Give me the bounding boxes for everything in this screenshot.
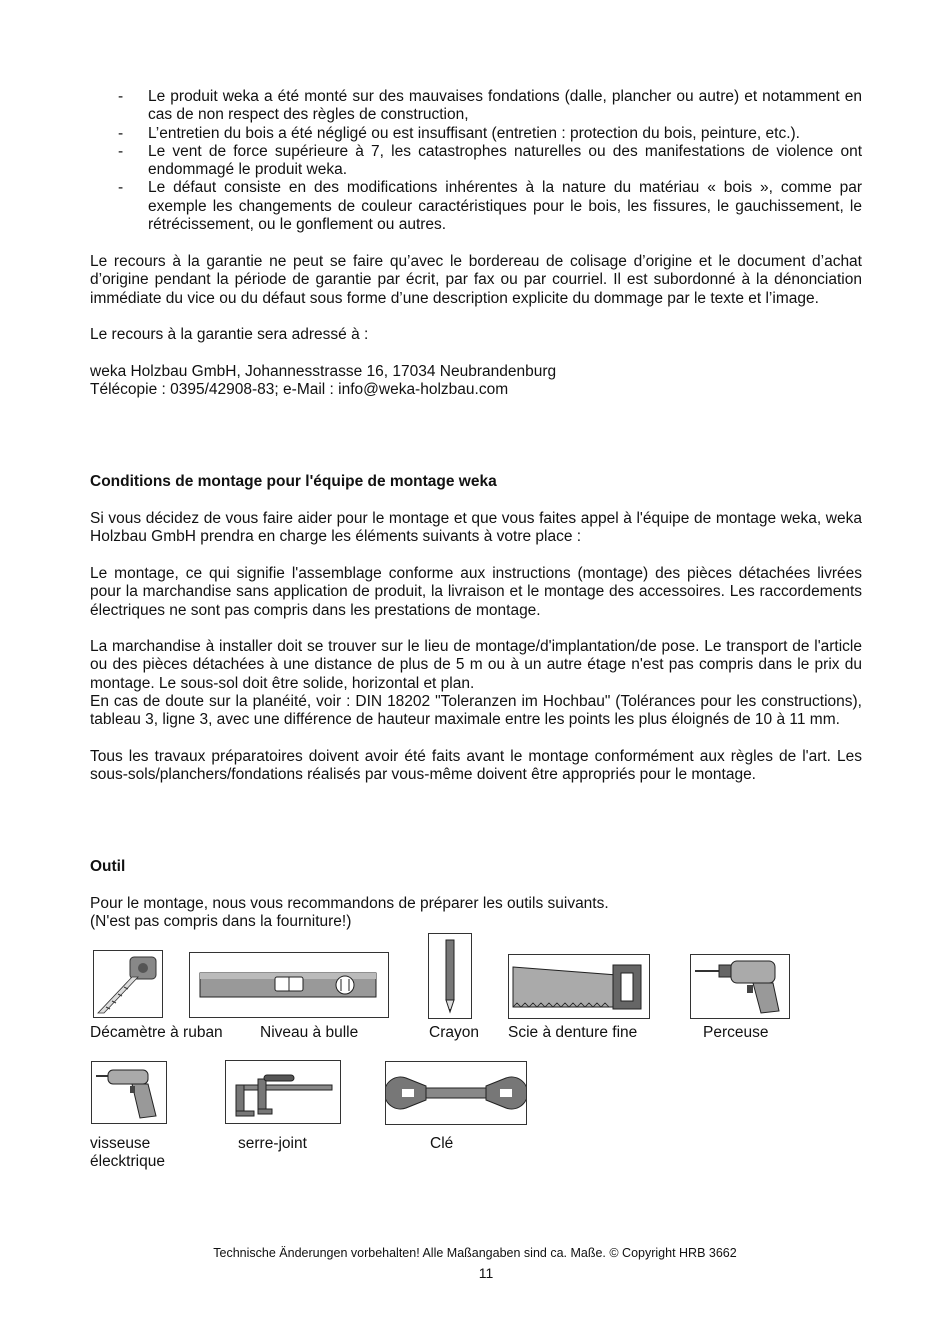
saw-icon (508, 954, 650, 1019)
tools-intro-2: (N'est pas compris dans la fourniture!) (90, 913, 352, 930)
tool-label-wrench: Clé (430, 1135, 454, 1152)
tool-label-saw: Scie à denture fine (508, 1024, 638, 1041)
site-paragraph-1: La marchandise à installer doit se trouver sur le lieu de montage/d'implantation/de pose. Le transport de l'article ou des pièces détachées à une distance de plus de 5 m ou à un autre étage n'est pas compris dans le prix du montage. Le sous-sol doit être solide, horizontal et plan. (90, 638, 862, 692)
address-line-2: Télécopie : 0395/42908-83; e-Mail : info@weka-holzbau.com (90, 381, 509, 398)
pencil-icon (428, 933, 472, 1019)
guarantee-paragraph: Le recours à la garantie ne peut se faire qu’avec le bordereau de colisage d’origine et le document d’achat d’origine pendant la période de garantie par écrit, par fax ou par courriel. Il est subordonné à la dénonciation immédiate du vice ou du défaut sous forme d’une description explicite du dommage par le texte et l’image. (90, 253, 862, 307)
site-paragraph-2: En cas de doute sur la planéité, voir : DIN 18202 "Toleranzen im Hochbau" (Tolérances pour les constructions), tableau 3, ligne 3, avec une différence de hauteur maximale entre les points les plus éloignés de 10 à 11 mm. (90, 693, 862, 729)
site-paragraph-3: Tous les travaux préparatoires doivent avoir été faits avant le montage conformément aux règles de l'art. Les sous-sols/planchers/fondations réalisés par vous-même doivent être appropriés pour le montage. (90, 748, 862, 784)
tool-label-screwdriver (90, 1135, 165, 1172)
page-number: 11 (478, 1265, 494, 1281)
tools-intro-1: Pour le montage, nous vous recommandons de préparer les outils suivants. (90, 895, 609, 912)
tool-label-clamp: serre-joint (238, 1135, 307, 1152)
guarantee-address-intro: Le recours à la garantie sera adressé à : (90, 326, 369, 343)
tool-label-screwdriver-line2: élecktrique (90, 1153, 165, 1171)
clamp-icon (225, 1060, 341, 1124)
tool-label-pencil: Crayon (429, 1024, 479, 1041)
montage-heading: Conditions de montage pour l'équipe de montage weka (90, 473, 497, 490)
tools-heading: Outil (90, 858, 126, 875)
drill-icon (690, 954, 790, 1019)
montage-intro: Si vous décidez de vous faire aider pour le montage et que vous faites appel à l'équipe de montage weka, weka Holzbau GmbH prendra en charge les éléments suivants à votre place : (90, 510, 862, 546)
tool-label-drill: Perceuse (703, 1024, 769, 1041)
spirit-level-icon (189, 952, 389, 1018)
tape-measure-icon (93, 950, 163, 1018)
montage-paragraph: Le montage, ce qui signifie l'assemblage conforme aux instructions (montage) des pièces détachées livrées pour la marchandise sans application de produit, la livraison et le montage des accessoires. Les raccordements électriques ne sont pas compris dans les prestations de montage. (90, 565, 862, 619)
address-line-1: weka Holzbau GmbH, Johannesstrasse 16, 17034 Neubrandenburg (90, 363, 557, 380)
electric-screwdriver-icon (91, 1061, 167, 1124)
list-item: - L’entretien du bois a été négligé ou est insuffisant (entretien : protection du bois, peinture, etc.). (118, 124, 800, 142)
list-item: - Le vent de force supérieure à 7, les catastrophes naturelles ou des manifestations de violence ont endommagé le produit weka. (118, 142, 862, 179)
tool-label-tape: Décamètre à ruban (90, 1024, 223, 1041)
page-footer: Technische Änderungen vorbehalten! Alle Maßangaben sind ca. Maße. © Copyright HRB 3662 (213, 1246, 737, 1260)
list-item: - Le produit weka a été monté sur des mauvaises fondations (dalle, plancher ou autre) et notamment en cas de non respect des règles de construction, (118, 88, 862, 124)
list-item: - Le défaut consiste en des modifications inhérentes à la nature du matériau « bois », comme par exemple les changements de couleur caractéristiques pour le bois, les fissures, le gauchissement, le rétrécissement, ou le gonflement ou autres. (118, 179, 862, 234)
tool-label-level: Niveau à bulle (260, 1024, 359, 1041)
tool-label-screwdriver-line1: visseuse (90, 1135, 151, 1152)
warranty-exclusions-list (90, 88, 862, 234)
wrench-icon (385, 1061, 527, 1125)
